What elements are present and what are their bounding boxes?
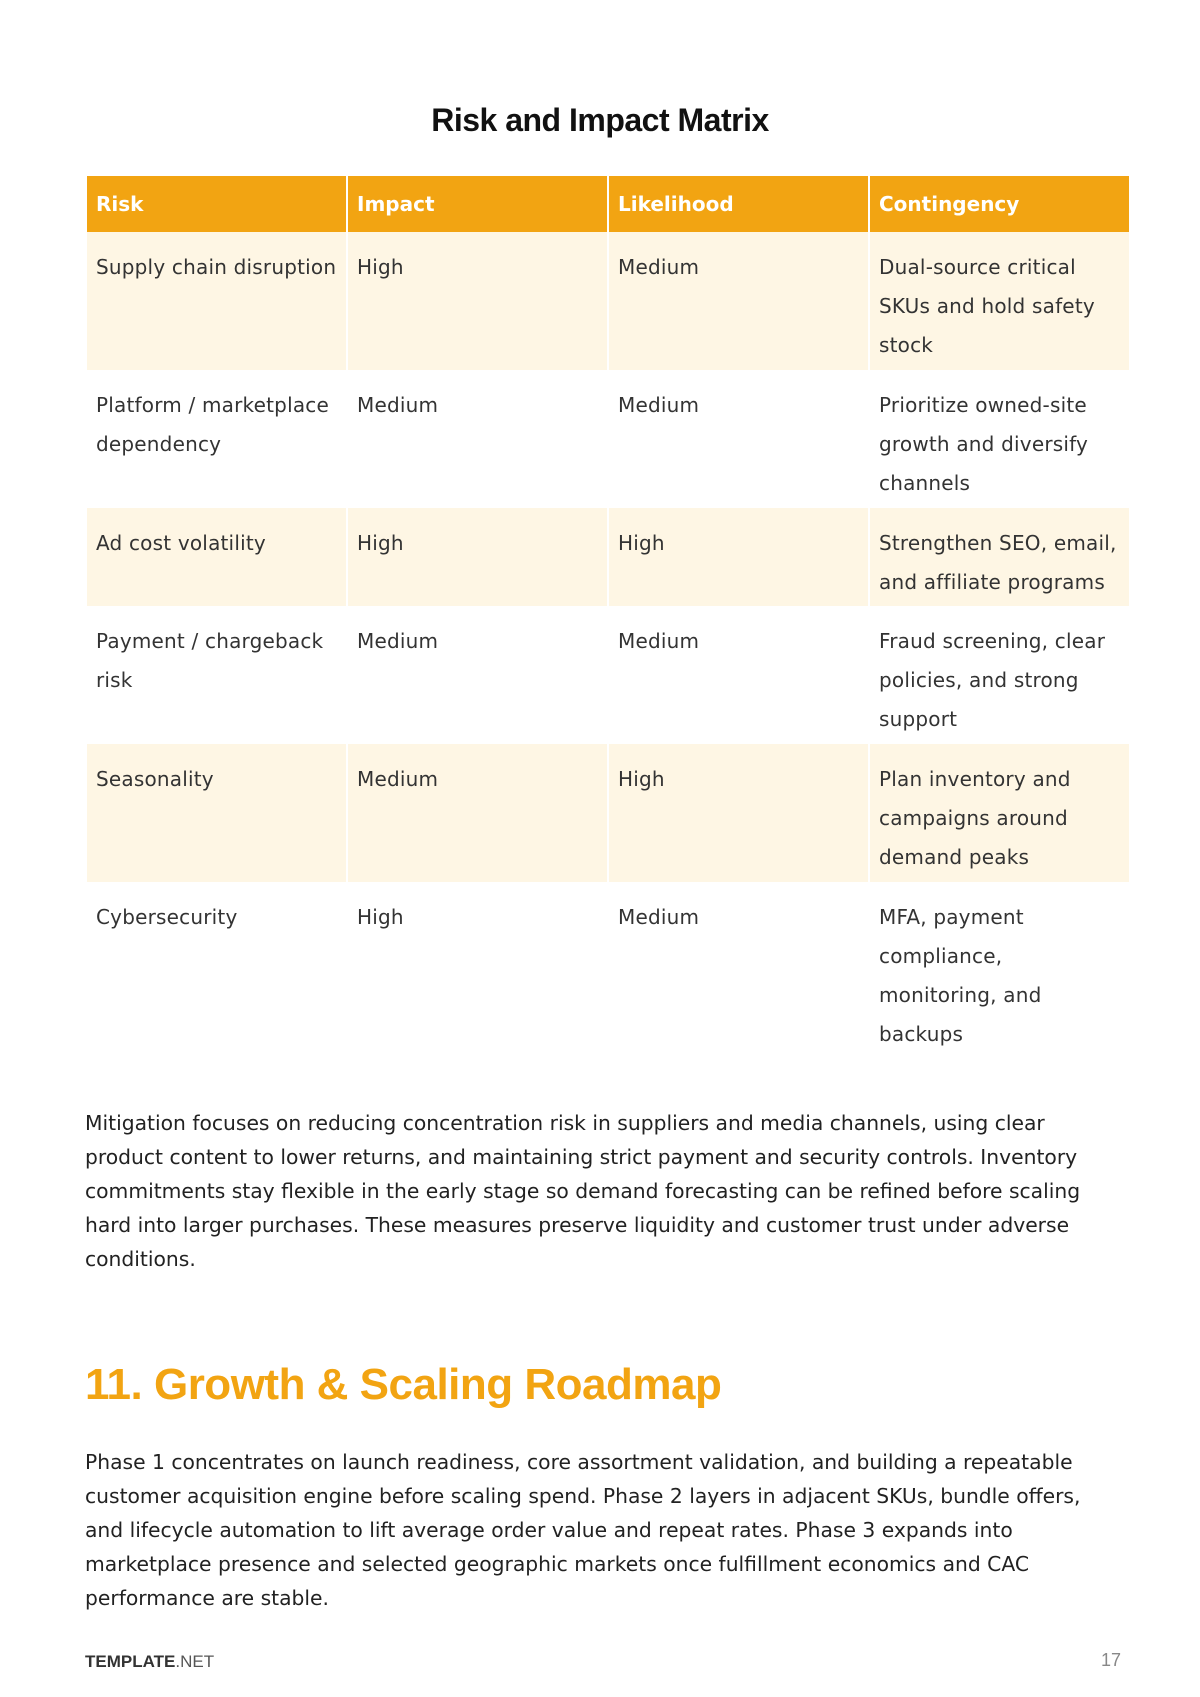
page-number: 17 xyxy=(1100,1650,1121,1670)
roadmap-paragraph: Phase 1 concentrates on launch readiness, core assortment validation, and building a repeatable customer acquisition engine before scaling spend. Phase 2 layers in adjacent SKUs, bundle offers, and lifecycle automation to lift average order value and repeat rates. Phase 3 expands into marketplace presence and selected geographic markets once fulfillment economics and CAC performance are stable. xyxy=(85,1450,1081,1610)
cell-likelihood: High xyxy=(609,508,868,606)
header-likelihood: Likelihood xyxy=(609,176,868,232)
table-row xyxy=(87,606,1129,744)
cell-risk: Ad cost volatility xyxy=(87,508,346,606)
brand-light-text: .NET xyxy=(175,1652,215,1671)
cell-risk: Payment / chargeback risk xyxy=(87,606,346,744)
cell-likelihood: Medium xyxy=(609,606,868,744)
table-row xyxy=(87,232,1129,370)
cell-contingency: Strengthen SEO, email, and affiliate programs xyxy=(870,508,1129,606)
cell-likelihood: Medium xyxy=(609,232,868,370)
table-row xyxy=(87,744,1129,882)
cell-impact: Medium xyxy=(348,606,607,744)
cell-contingency: Fraud screening, clear policies, and strong support xyxy=(870,606,1129,744)
header-contingency: Contingency xyxy=(870,176,1129,232)
table-header-row xyxy=(87,176,1129,232)
cell-impact: High xyxy=(348,882,607,1060)
cell-impact: High xyxy=(348,508,607,606)
cell-contingency: Prioritize owned-site growth and diversify channels xyxy=(870,370,1129,508)
cell-impact: Medium xyxy=(348,744,607,882)
cell-likelihood: Medium xyxy=(609,370,868,508)
cell-contingency: Dual-source critical SKUs and hold safety stock xyxy=(870,232,1129,370)
brand-bold-text: TEMPLATE xyxy=(85,1652,176,1671)
cell-impact: Medium xyxy=(348,370,607,508)
cell-impact: High xyxy=(348,232,607,370)
mitigation-paragraph: Mitigation focuses on reducing concentration risk in suppliers and media channels, using clear product content to lower returns, and maintaining strict payment and security controls. Inventory commitments stay flexible in the early stage so demand forecasting can be refined before scaling hard into larger purchases. These measures preserve liquidity and customer trust under adverse conditions. xyxy=(85,1111,1081,1271)
header-impact: Impact xyxy=(348,176,607,232)
cell-contingency: Plan inventory and campaigns around demand peaks xyxy=(870,744,1129,882)
cell-risk: Supply chain disruption xyxy=(87,232,346,370)
cell-likelihood: Medium xyxy=(609,882,868,1060)
cell-contingency: MFA, payment compliance, monitoring, and backups xyxy=(870,882,1129,1060)
risk-impact-table xyxy=(85,176,1131,1060)
cell-likelihood: High xyxy=(609,744,868,882)
matrix-title: Risk and Impact Matrix xyxy=(431,102,769,138)
footer-brand-logo xyxy=(85,1652,214,1672)
table-row xyxy=(87,882,1129,1060)
cell-risk: Platform / marketplace dependency xyxy=(87,370,346,508)
cell-risk: Cybersecurity xyxy=(87,882,346,1060)
header-risk: Risk xyxy=(87,176,346,232)
cell-risk: Seasonality xyxy=(87,744,346,882)
table-row xyxy=(87,508,1129,606)
table-row xyxy=(87,370,1129,508)
section-heading: 11. Growth & Scaling Roadmap xyxy=(85,1360,722,1409)
